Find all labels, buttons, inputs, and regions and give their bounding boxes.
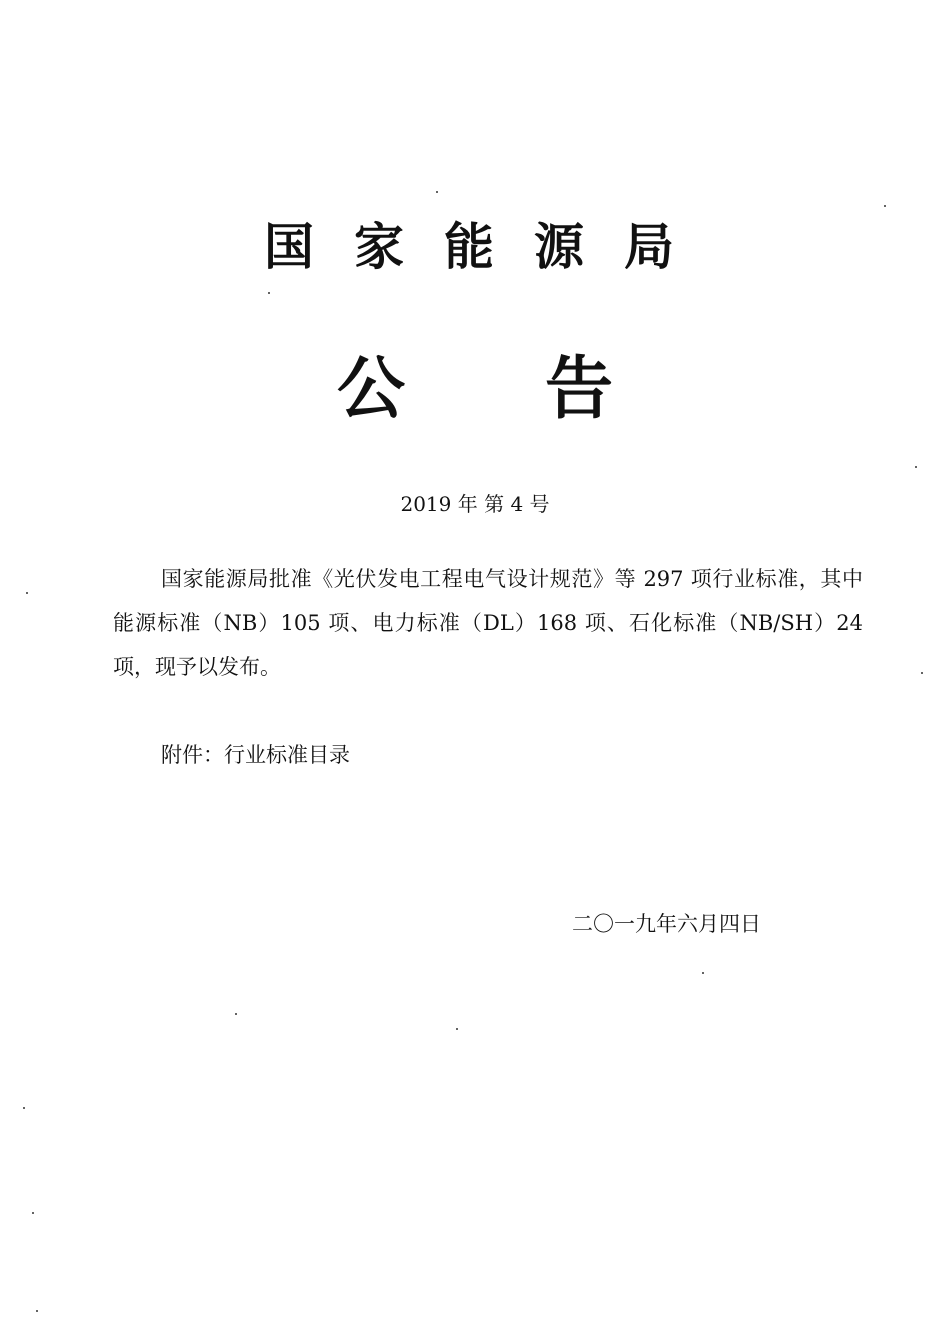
- scan-speck: [32, 1212, 34, 1214]
- scan-speck: [915, 466, 917, 468]
- agency-name: 国家能源局: [264, 218, 714, 276]
- attachment-line: 附件：行业标准目录: [161, 743, 350, 767]
- scan-speck: [436, 191, 438, 193]
- scan-speck: [702, 972, 704, 974]
- scan-speck: [268, 292, 270, 294]
- scan-speck: [456, 1028, 458, 1030]
- scan-speck: [921, 672, 923, 674]
- scan-speck: [36, 1310, 38, 1312]
- announcement-paragraph: 国家能源局批准《光伏发电工程电气设计规范》等 297 项行业标准，其中能源标准（NB）105 项、电力标准（DL）168 项、石化标准（NB/SH）24 项，现予以发布。: [113, 567, 863, 679]
- scan-speck: [26, 592, 28, 594]
- scan-speck: [884, 205, 886, 207]
- document-number: 2019 年 第 4 号: [400, 492, 550, 516]
- issue-date: 二〇一九年六月四日: [572, 912, 761, 936]
- document-title: 公告: [336, 350, 753, 429]
- scan-speck: [235, 1013, 237, 1015]
- scan-speck: [23, 1107, 25, 1109]
